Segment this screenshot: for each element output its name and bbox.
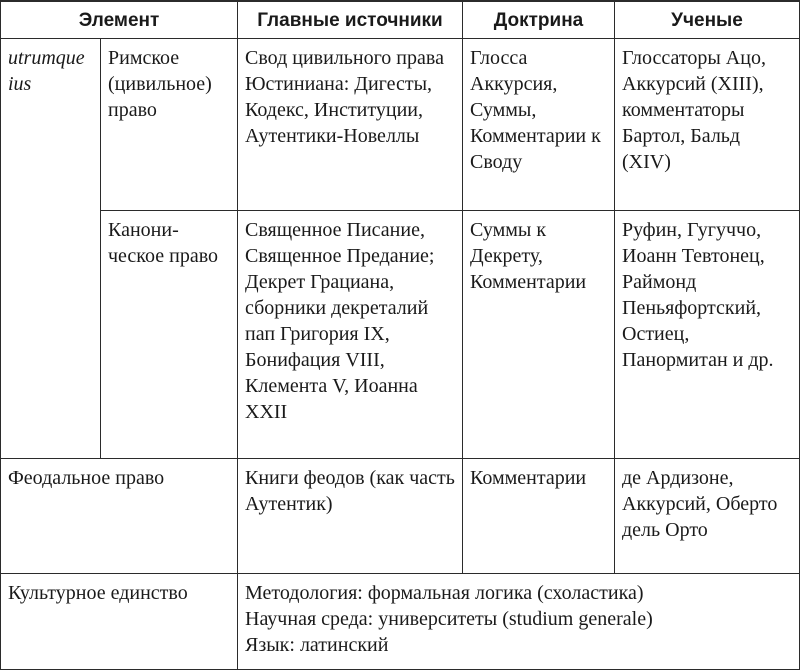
- header-row: [1, 1, 800, 39]
- roman-law-doctrine: Глосса Аккурсия, Суммы, Комментарии к Своду: [463, 39, 615, 211]
- roman-law-name: Римское (цивильное) право: [101, 39, 238, 211]
- feudal-law-name: Феодальное право: [1, 459, 238, 574]
- header-doctrine: Доктрина: [463, 1, 615, 39]
- methodology-line: Методология: формальная логика (схоластика): [245, 582, 644, 604]
- header-element: Элемент: [1, 1, 238, 39]
- feudal-law-scholars: де Ардизоне, Аккурсий, Оберто дель Орто: [615, 459, 800, 574]
- language-line: Язык: латинский: [245, 634, 389, 656]
- environment-line: Научная среда: университеты (studium generale): [245, 608, 653, 630]
- row-cultural-unity: [1, 574, 800, 670]
- row-roman-law: [1, 39, 800, 211]
- row-canon-law: [1, 211, 800, 459]
- header-sources: Главные источники: [238, 1, 463, 39]
- canon-law-scholars: Руфин, Гугуччо, Иоанн Тевтонец, Раймонд Пеньяфортский, Остиец, Панормитан и др.: [615, 211, 800, 459]
- roman-law-scholars: Глоссаторы Ацо, Аккурсий (XIII), комментаторы Бартол, Бальд (XIV): [615, 39, 800, 211]
- canon-law-sources: Священное Писание, Священное Предание; Декрет Грациана, сборники декреталий пап Григория IX, Бонифация VIII, Клемента V, Иоанна XXII: [238, 211, 463, 459]
- feudal-law-sources: Книги феодов (как часть Аутентик): [238, 459, 463, 574]
- canon-law-name: Канони-ческое право: [101, 211, 238, 459]
- utrumque-ius-cell: utrumque ius: [1, 39, 101, 459]
- cultural-unity-details: [238, 574, 800, 670]
- header-scholars: Ученые: [615, 1, 800, 39]
- feudal-law-doctrine: Комментарии: [463, 459, 615, 574]
- row-feudal-law: [1, 459, 800, 574]
- canon-law-doctrine: Суммы к Декрету, Комментарии: [463, 211, 615, 459]
- cultural-unity-name: Культурное единство: [1, 574, 238, 670]
- roman-law-sources: Свод цивильного права Юстиниана: Дигесты, Кодекс, Институции, Аутентики-Новеллы: [238, 39, 463, 211]
